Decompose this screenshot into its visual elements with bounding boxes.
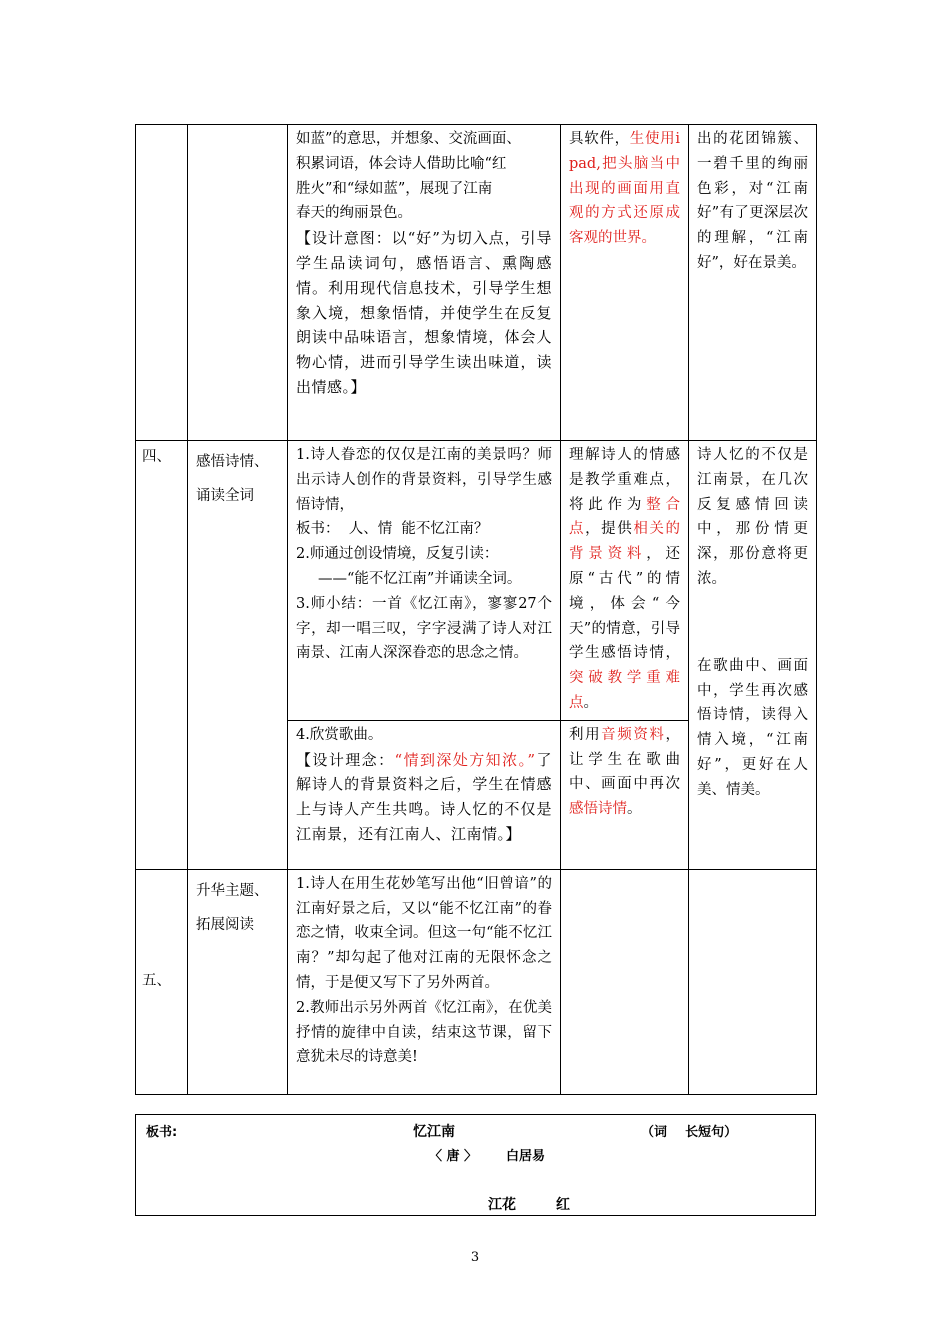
page-number: 3	[470, 1250, 480, 1265]
lesson-plan-table	[135, 124, 817, 1095]
poem-dynasty: 〈 唐 〉	[429, 1149, 478, 1164]
expected-effect-cell	[689, 869, 817, 1094]
purpose-highlight: 相关的背景资料	[569, 521, 681, 563]
design-purpose-cell	[561, 720, 689, 869]
blackboard-plan	[135, 1114, 816, 1216]
step-title-cell	[188, 869, 288, 1094]
effect-text: 出的花团锦簇、一碧千里的绚丽色彩，对“江南好”有了更深层次的理解，“江南好”，好在景美。	[697, 131, 808, 271]
teaching-content-cell	[288, 869, 561, 1094]
content-line: 积累词语，体会诗人借助比喻“红	[296, 155, 507, 172]
design-purpose-cell	[561, 125, 689, 441]
content-line: 如蓝”的意思，并想象、交流画面、	[296, 131, 521, 147]
purpose-highlight: 突破教学重难点	[569, 670, 680, 711]
content-line: 春天的绚丽景色。	[296, 205, 412, 222]
design-purpose-cell	[561, 869, 689, 1094]
effect-text: 在歌曲中、画面中，学生再次感悟诗情，读得入情入境，“江南好”，更好在人美、情美。	[697, 657, 808, 798]
content-paragraph: 1.诗人在用生花妙笔写出他“旧曾谙”的江南好景之后，又以“能不忆江南”的眷恋之情，收束全词。但这一句“能不忆江南？”却勾起了他对江南的无限怀念之情，于是便又写下了另外两首。	[296, 875, 552, 991]
step-title-line: 升华主题、	[196, 882, 269, 899]
purpose-text: 具软件，	[569, 131, 630, 147]
design-highlight: “情到深处方知浓。”	[394, 750, 536, 769]
design-intent: 【设计意图：以“好”为切入点，引导学生品读词句，感悟语言、熏陶感情。利用现代信息技术，引导学生想象入境，想象悟情，并使学生在反复朗读中品味语言，想象情境，体会人物心情，进而引导学生读出味道，读出情感。】	[296, 229, 552, 396]
table-row	[136, 125, 817, 441]
design-concept	[296, 748, 552, 847]
step-number: 五、	[142, 973, 171, 990]
expected-effect-cell	[689, 125, 817, 441]
step-number-cell	[136, 125, 188, 441]
purpose-text: 利用	[569, 726, 602, 743]
board-line: 江花	[488, 1197, 516, 1213]
purpose-highlight: 音频资料	[601, 726, 666, 743]
step-number: 四、	[142, 449, 171, 465]
teaching-content-cell	[288, 125, 561, 441]
design-text: 了解诗人的背景资料之后，学生在情感上与诗人产生共鸣。诗人忆的不仅是江南景，还有江南人、江南情。】	[296, 750, 552, 843]
step-title-line: 感悟诗情、	[196, 454, 269, 470]
purpose-highlight: 生使用ipad,把头脑当中出现的画面用直观的方式还原成客观的世界。	[569, 131, 681, 247]
purpose-highlight: 整合点	[569, 496, 681, 538]
poem-genre: （词 长短句）	[641, 1125, 738, 1140]
step-title-line: 拓展阅读	[196, 916, 254, 933]
design-text: 【设计理念：	[296, 750, 395, 769]
board-label: 板书:	[146, 1125, 178, 1140]
poem-title: 忆江南	[413, 1124, 455, 1140]
board-note: 板书： 人、情 能不忆江南？	[296, 521, 489, 538]
expected-effect-cell	[689, 441, 817, 870]
purpose-text: 理解诗人的情感是教学重难点，将此作为	[569, 447, 680, 513]
content-line: 胜火”和“绿如蓝”，展现了江南	[296, 180, 493, 197]
purpose-text: ，让学生在歌曲中、画面中再次	[569, 726, 681, 793]
poem-author: 白居易	[506, 1149, 546, 1164]
content-paragraph: 1.诗人眷恋的仅仅是江南的美景吗？师出示诗人创作的背景资料，引导学生感悟诗情，	[296, 447, 552, 513]
board-line: 红	[556, 1197, 570, 1213]
content-paragraph: 4.欣赏歌曲。	[296, 726, 383, 743]
step-title-line: 诵读全词	[196, 488, 254, 504]
effect-text: 诗人忆的不仅是江南景，在几次反复感情回读中，那份情更深，那份意将更浓。	[697, 447, 808, 587]
purpose-text: 。	[627, 801, 642, 818]
content-paragraph: 2.教师出示另外两首《忆江南》，在优美抒情的旋律中自读，结束这节课，留下意犹未尽的诗意美!	[296, 999, 552, 1066]
table-row	[136, 869, 817, 1094]
content-paragraph: ——“能不忆江南”并诵读全词。	[318, 570, 522, 587]
purpose-text: ，提供	[585, 521, 634, 538]
content-paragraph: 3.师小结：一首《忆江南》，寥寥27个字，却一唱三叹，字字浸满了诗人对江南景、江南人深深眷恋的思念之情。	[296, 595, 552, 662]
table-row	[136, 441, 817, 721]
purpose-highlight: 感悟诗情	[569, 801, 627, 818]
content-paragraph: 2.师通过创设情境，反复引读：	[296, 546, 499, 563]
step-title-cell	[188, 441, 288, 870]
teaching-content-cell	[288, 441, 561, 721]
step-number-cell	[136, 441, 188, 870]
step-number-cell	[136, 869, 188, 1094]
design-purpose-cell	[561, 441, 689, 721]
teaching-content-cell	[288, 720, 561, 869]
purpose-text: 。	[583, 694, 598, 711]
step-title-cell	[188, 125, 288, 441]
purpose-text: ，还原“古代”的情境，体会“今天”的情意，引导学生感悟诗情，	[569, 546, 681, 662]
